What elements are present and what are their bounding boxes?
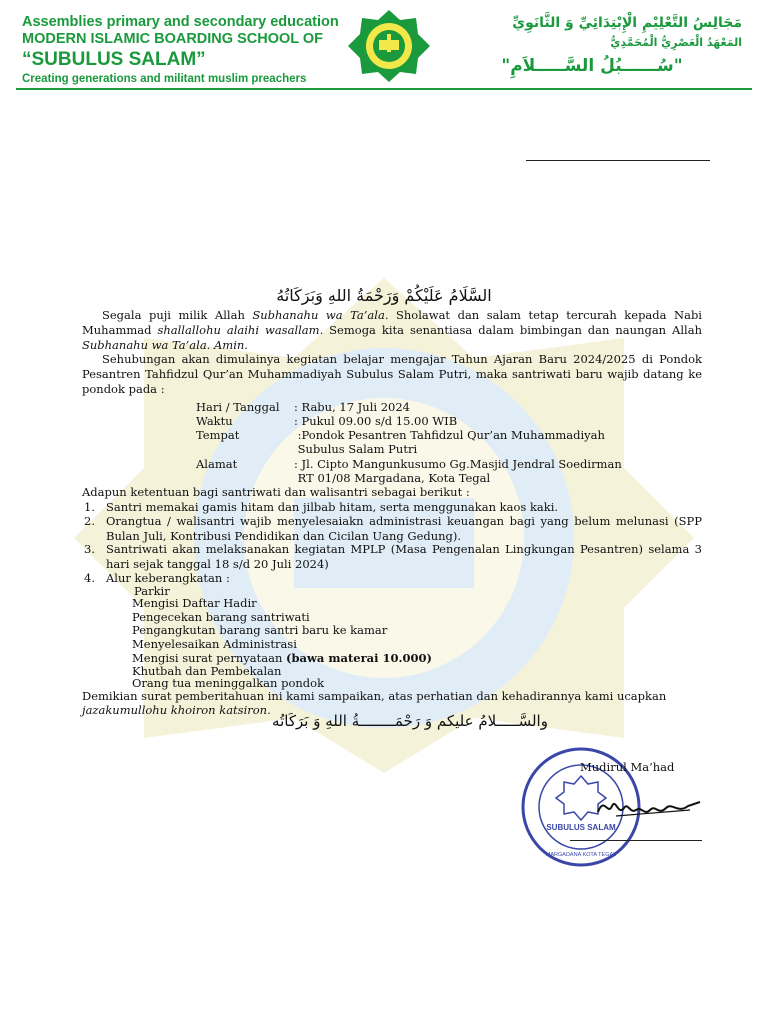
- detail-value: :Pondok Pesantren Tahfidzul Qur’an Muhammadiyah: [294, 428, 605, 442]
- step-item: Pengangkutan barang santri baru ke kamar: [132, 623, 388, 637]
- rule-number: 1.: [84, 500, 95, 514]
- text-run: Subhanahu wa Ta’ala: [252, 308, 385, 322]
- step-item: Pengecekan barang santriwati: [132, 610, 310, 624]
- text-run: . Semoga kita senantiasa dalam bimbingan dan naungan Allah: [319, 322, 702, 337]
- rule-text: Orangtua / walisantri wajib menyelesaiakn administrasi keuangan bagi yang belum melunasi (SPP Bulan Juli, Kontribusi Pendidikan dan Cicilan Uang Gedung).: [106, 514, 702, 543]
- detail-value: : Rabu, 17 Juli 2024: [294, 400, 410, 414]
- announcement-paragraph: Sehubungan akan dimulainya kegiatan belajar mengajar Tahun Ajaran Baru 2024/2025 di Pondok Pesantren Tahfidzul Qur’an Muhammadiyah Subulus Salam Putri, maka santriwati baru wajib datang ke pondok pada :: [82, 352, 702, 396]
- detail-row: [196, 442, 417, 456]
- detail-label: Tempat: [196, 428, 240, 442]
- rules-intro: Adapun ketentuan bagi santriwati dan walisantri sebagai berikut :: [82, 485, 470, 499]
- header-tagline: Creating generations and militant muslim preachers: [22, 73, 307, 85]
- opening-paragraph: [82, 308, 702, 352]
- rule-number: 3.: [84, 542, 95, 556]
- header-divider: [16, 88, 752, 90]
- detail-label: Hari / Tanggal: [196, 400, 280, 414]
- arabic-line-1: مَجَالِسُ التَّعْلِيْمِ الْإِبْتِدَائِيِّ وَ الثَّانَوِيِّ: [512, 15, 742, 31]
- text-run: Segala puji milik Allah: [102, 308, 253, 322]
- detail-label: Waktu: [196, 414, 233, 428]
- rule-item: [82, 514, 702, 543]
- detail-value: : Jl. Cipto Mangunkusumo Gg.Masjid Jendral Soedirman: [294, 457, 622, 471]
- step-text: Mengisi surat pernyataan: [132, 651, 287, 665]
- detail-value: Subulus Salam Putri: [294, 442, 418, 456]
- text-run: Demikian surat pemberitahuan ini kami sampaikan, atas perhatian dan kehadirannya kami ucapkan: [82, 689, 667, 703]
- detail-value: : Pukul 09.00 s/d 15.00 WIB: [294, 414, 458, 428]
- opening-greeting-arabic: السَّلَامُ عَلَيْكُمْ وَرَحْمَةُ اللهِ وَبَرَكَاتُهُ: [276, 286, 492, 305]
- arabic-line-3: "سُــــــبُلُ السَّـــــلاَمِ": [501, 56, 683, 76]
- text-run: . Sholawat dan salam tetap tercurah kepada Nabi Muhammad: [82, 308, 702, 337]
- signer-title: Mudirul Ma’had: [580, 760, 675, 774]
- detail-row: [196, 400, 410, 414]
- rule-item: [82, 542, 702, 571]
- signature-icon: [594, 786, 704, 826]
- step-item: Khutbah dan Pembekalan: [132, 664, 282, 678]
- step-item: Menyelesaikan Administrasi: [132, 637, 297, 651]
- step-item: Orang tua meninggalkan pondok: [132, 676, 325, 690]
- detail-row: [196, 428, 605, 442]
- header-line-1: Assemblies primary and secondary education: [22, 14, 339, 30]
- stamp-label: SUBULUS SALAM: [546, 823, 616, 832]
- letterhead-arabic: [442, 12, 742, 80]
- detail-row: [196, 414, 457, 428]
- detail-row: [196, 471, 490, 485]
- header-line-2: MODERN ISLAMIC BOARDING SCHOOL OF: [22, 31, 324, 47]
- detail-row: [196, 457, 622, 471]
- rule-text: Santri memakai gamis hitam dan jilbab hitam, serta menggunakan kaos kaki.: [106, 500, 559, 514]
- date-line: [526, 160, 710, 161]
- detail-label: Alamat: [196, 457, 238, 471]
- signature-line: [570, 840, 702, 841]
- rule-item: [82, 571, 702, 586]
- text-run: Subhanahu wa Ta’ala. Amin.: [82, 337, 248, 352]
- school-emblem-icon: [346, 8, 432, 84]
- step-item: Parkir: [134, 584, 170, 598]
- rule-text: Santriwati akan melaksanakan kegiatan MPLP (Masa Pengenalan Lingkungan Pesantren) selama 3 hari sejak tanggal 18 s/d 20 Juli 2024): [106, 542, 702, 571]
- rule-number: 4.: [84, 571, 95, 585]
- step-item: Mengisi Daftar Hadir: [132, 596, 257, 610]
- letterhead-english: [22, 14, 339, 86]
- rule-number: 2.: [84, 514, 95, 528]
- letter-body: [82, 308, 702, 397]
- rule-item: [82, 500, 702, 515]
- step-emphasis: (bawa materai 10.000): [286, 651, 432, 665]
- rule-text: Alur keberangkatan :: [106, 571, 230, 585]
- arabic-line-2: المَعْهَدُ الْعَصْرِيُّ الْمُحَمَّدِيُّ: [610, 36, 742, 49]
- detail-value: RT 01/08 Margadana, Kota Tegal: [294, 471, 491, 485]
- text-run: shallallohu alaihi wasallam: [157, 322, 320, 337]
- stamp-bottom-label: MARGADANA KOTA TEGAL: [545, 852, 617, 858]
- school-name: “SUBULUS SALAM”: [22, 49, 206, 70]
- closing-greeting-arabic: والسَّـــــلامُ عليكم وَ رَحْمَــــــــةُ اللهِ وَ بَرَكَاتُه: [272, 712, 548, 730]
- text-run: jazakumullohu khoiron katsiron.: [82, 702, 271, 717]
